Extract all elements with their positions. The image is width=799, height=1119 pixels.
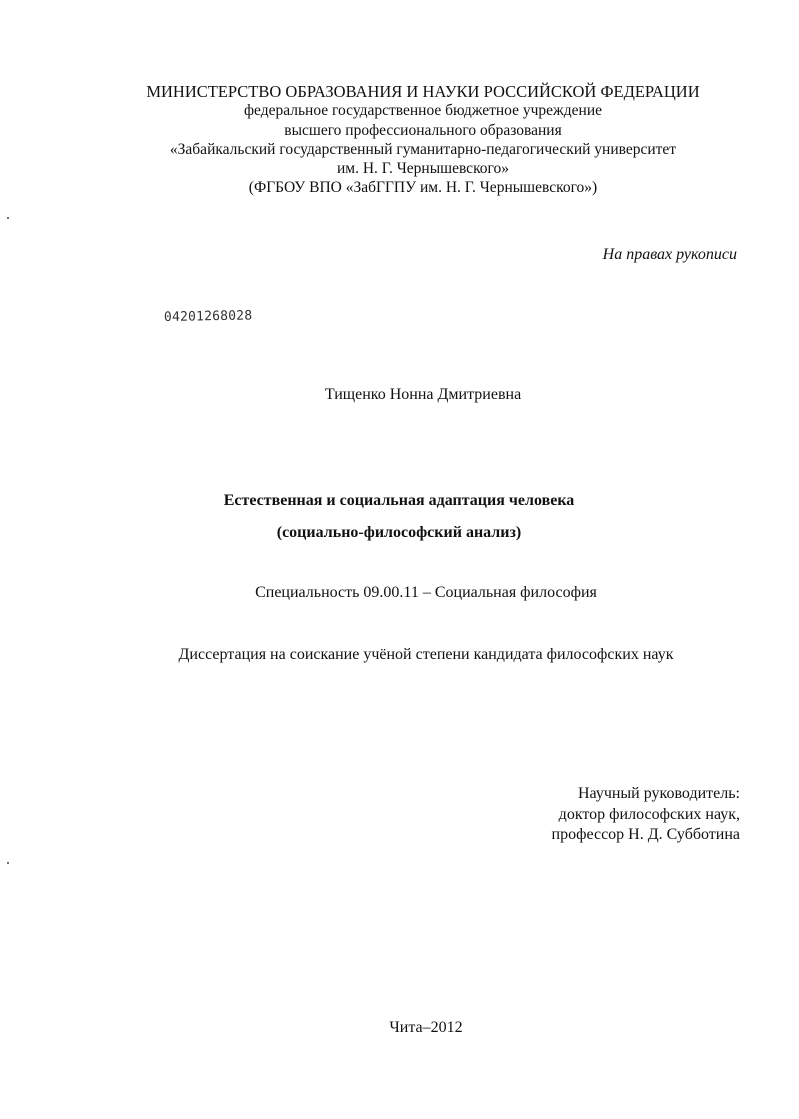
scan-speck bbox=[7, 217, 9, 219]
inventory-number: 04201268028 bbox=[163, 308, 253, 325]
city-year: Чита–2012 bbox=[389, 1019, 463, 1036]
university-abbreviation: (ФГБОУ ВПО «ЗабГГПУ им. Н. Г. Чернышевского») bbox=[248, 179, 598, 197]
dissertation-title bbox=[0, 485, 798, 549]
university-name: «Забайкальский государственный гуманитарно-педагогический университет bbox=[169, 140, 677, 158]
title-main: Естественная и социальная адаптация человека bbox=[223, 492, 575, 509]
supervisor-name: профессор Н. Д. Субботина bbox=[551, 826, 740, 843]
university-named-after: им. Н. Г. Чернышевского» bbox=[336, 160, 510, 178]
institution-type: федеральное государственное бюджетное учреждение bbox=[244, 102, 602, 120]
dissertation-degree: Диссертация на соискание учёной степени кандидата философских наук bbox=[178, 646, 674, 663]
education-level: высшего профессионального образования bbox=[284, 121, 562, 139]
ministry-name: МИНИСТЕРСТВО ОБРАЗОВАНИЯ И НАУКИ РОССИЙСКОЙ ФЕДЕРАЦИИ bbox=[146, 82, 700, 101]
supervisor-block bbox=[552, 784, 740, 846]
specialty: Специальность 09.00.11 – Социальная философия bbox=[255, 584, 597, 601]
title-subtitle: (социально-философский анализ) bbox=[276, 524, 522, 541]
manuscript-note: На правах рукописи bbox=[602, 246, 737, 263]
author-name: Тищенко Нонна Дмитриевна bbox=[324, 386, 522, 403]
supervisor-degree: доктор философских наук, bbox=[558, 805, 740, 823]
scan-speck bbox=[7, 862, 9, 864]
supervisor-role: Научный руководитель: bbox=[577, 785, 740, 802]
header-block bbox=[0, 82, 799, 198]
